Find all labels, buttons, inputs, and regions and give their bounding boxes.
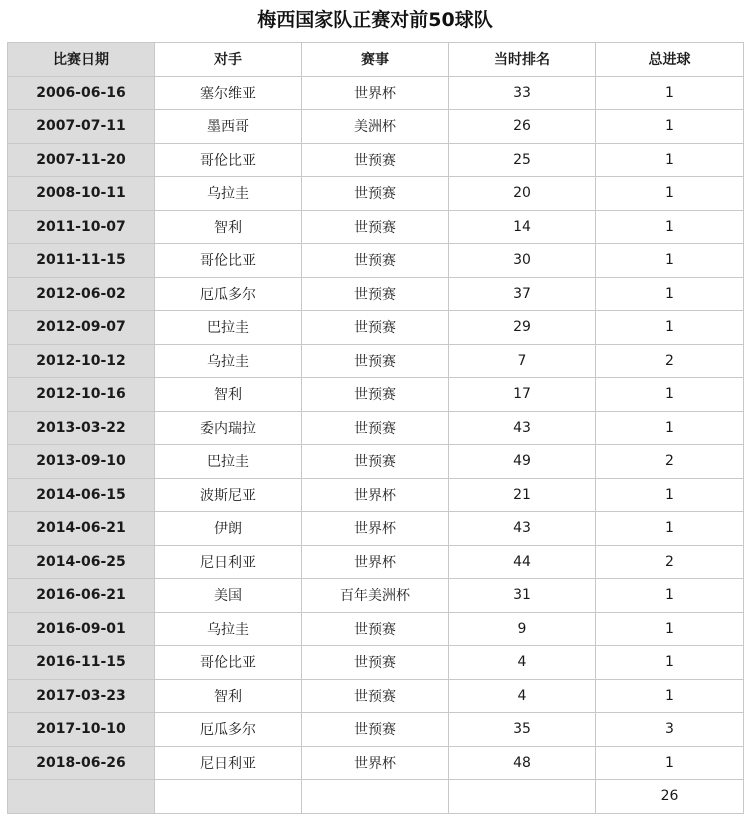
date-cell: 2018-06-26 (8, 746, 155, 780)
table-row (8, 411, 744, 445)
rank-cell: 49 (449, 445, 596, 479)
total-goals-cell: 26 (596, 780, 744, 814)
table-row (8, 445, 744, 479)
goals-cell: 1 (596, 244, 744, 278)
competition-cell: 世预赛 (302, 378, 449, 412)
opponent-cell: 巴拉圭 (155, 311, 302, 345)
table-row (8, 277, 744, 311)
rank-cell: 43 (449, 411, 596, 445)
competition-cell: 世预赛 (302, 445, 449, 479)
table-row (8, 612, 744, 646)
rank-cell: 20 (449, 177, 596, 211)
competition-cell: 世预赛 (302, 679, 449, 713)
competition-cell: 美洲杯 (302, 110, 449, 144)
competition-cell: 世预赛 (302, 244, 449, 278)
opponent-cell: 伊朗 (155, 512, 302, 546)
table-row (8, 143, 744, 177)
rank-cell: 9 (449, 612, 596, 646)
matches-table (7, 42, 744, 814)
date-cell: 2016-06-21 (8, 579, 155, 613)
goals-cell: 1 (596, 512, 744, 546)
opponent-cell: 智利 (155, 378, 302, 412)
goals-cell: 1 (596, 177, 744, 211)
opponent-cell: 哥伦比亚 (155, 244, 302, 278)
competition-cell: 世预赛 (302, 210, 449, 244)
table-row (8, 679, 744, 713)
header-opponent: 对手 (155, 43, 302, 77)
date-cell: 2011-11-15 (8, 244, 155, 278)
date-cell: 2013-09-10 (8, 445, 155, 479)
date-cell: 2017-03-23 (8, 679, 155, 713)
table-header-row (8, 43, 744, 77)
rank-cell: 37 (449, 277, 596, 311)
total-empty-cell (8, 780, 155, 814)
date-cell: 2014-06-15 (8, 478, 155, 512)
goals-cell: 1 (596, 110, 744, 144)
date-cell: 2007-07-11 (8, 110, 155, 144)
rank-cell: 21 (449, 478, 596, 512)
page-title: 梅西国家队正赛对前50球队 (257, 9, 493, 31)
opponent-cell: 乌拉圭 (155, 344, 302, 378)
opponent-cell: 智利 (155, 679, 302, 713)
table-row (8, 210, 744, 244)
opponent-cell: 巴拉圭 (155, 445, 302, 479)
date-cell: 2006-06-16 (8, 76, 155, 110)
table-row (8, 746, 744, 780)
goals-cell: 1 (596, 76, 744, 110)
date-cell: 2016-09-01 (8, 612, 155, 646)
rank-cell: 17 (449, 378, 596, 412)
competition-cell: 世预赛 (302, 411, 449, 445)
date-cell: 2008-10-11 (8, 177, 155, 211)
rank-cell: 43 (449, 512, 596, 546)
opponent-cell: 委内瑞拉 (155, 411, 302, 445)
rank-cell: 14 (449, 210, 596, 244)
competition-cell: 世界杯 (302, 545, 449, 579)
header-goals: 总进球 (596, 43, 744, 77)
goals-cell: 1 (596, 277, 744, 311)
opponent-cell: 哥伦比亚 (155, 143, 302, 177)
header-date: 比赛日期 (8, 43, 155, 77)
table-row (8, 378, 744, 412)
competition-cell: 世预赛 (302, 311, 449, 345)
goals-cell: 1 (596, 411, 744, 445)
opponent-cell: 波斯尼亚 (155, 478, 302, 512)
rank-cell: 29 (449, 311, 596, 345)
total-empty-cell (155, 780, 302, 814)
competition-cell: 百年美洲杯 (302, 579, 449, 613)
rank-cell: 33 (449, 76, 596, 110)
opponent-cell: 墨西哥 (155, 110, 302, 144)
rank-cell: 31 (449, 579, 596, 613)
rank-cell: 48 (449, 746, 596, 780)
competition-cell: 世界杯 (302, 76, 449, 110)
opponent-cell: 美国 (155, 579, 302, 613)
competition-cell: 世界杯 (302, 478, 449, 512)
table-row (8, 344, 744, 378)
competition-cell: 世界杯 (302, 746, 449, 780)
header-rank: 当时排名 (449, 43, 596, 77)
table-row (8, 110, 744, 144)
opponent-cell: 厄瓜多尔 (155, 713, 302, 747)
rank-cell: 7 (449, 344, 596, 378)
table-row (8, 244, 744, 278)
table-row (8, 646, 744, 680)
table-row (8, 177, 744, 211)
table-row (8, 713, 744, 747)
competition-cell: 世预赛 (302, 612, 449, 646)
opponent-cell: 塞尔维亚 (155, 76, 302, 110)
rank-cell: 26 (449, 110, 596, 144)
goals-cell: 1 (596, 478, 744, 512)
goals-cell: 2 (596, 545, 744, 579)
goals-cell: 1 (596, 143, 744, 177)
rank-cell: 35 (449, 713, 596, 747)
opponent-cell: 哥伦比亚 (155, 646, 302, 680)
opponent-cell: 乌拉圭 (155, 612, 302, 646)
date-cell: 2012-10-16 (8, 378, 155, 412)
date-cell: 2014-06-25 (8, 545, 155, 579)
competition-cell: 世预赛 (302, 143, 449, 177)
date-cell: 2012-10-12 (8, 344, 155, 378)
opponent-cell: 厄瓜多尔 (155, 277, 302, 311)
date-cell: 2007-11-20 (8, 143, 155, 177)
goals-cell: 2 (596, 344, 744, 378)
rank-cell: 4 (449, 646, 596, 680)
date-cell: 2013-03-22 (8, 411, 155, 445)
rank-cell: 44 (449, 545, 596, 579)
date-cell: 2012-09-07 (8, 311, 155, 345)
competition-cell: 世预赛 (302, 277, 449, 311)
total-row (8, 780, 744, 814)
total-empty-cell (449, 780, 596, 814)
table-row (8, 579, 744, 613)
header-competition: 赛事 (302, 43, 449, 77)
rank-cell: 4 (449, 679, 596, 713)
date-cell: 2017-10-10 (8, 713, 155, 747)
competition-cell: 世预赛 (302, 646, 449, 680)
goals-cell: 1 (596, 746, 744, 780)
date-cell: 2012-06-02 (8, 277, 155, 311)
competition-cell: 世界杯 (302, 512, 449, 546)
goals-cell: 1 (596, 646, 744, 680)
table-row (8, 478, 744, 512)
table-row (8, 311, 744, 345)
rank-cell: 30 (449, 244, 596, 278)
competition-cell: 世预赛 (302, 177, 449, 211)
goals-cell: 2 (596, 445, 744, 479)
goals-cell: 3 (596, 713, 744, 747)
opponent-cell: 尼日利亚 (155, 545, 302, 579)
date-cell: 2016-11-15 (8, 646, 155, 680)
table-row (8, 76, 744, 110)
opponent-cell: 尼日利亚 (155, 746, 302, 780)
rank-cell: 25 (449, 143, 596, 177)
goals-cell: 1 (596, 579, 744, 613)
competition-cell: 世预赛 (302, 713, 449, 747)
table-row (8, 545, 744, 579)
goals-cell: 1 (596, 612, 744, 646)
opponent-cell: 乌拉圭 (155, 177, 302, 211)
table-row (8, 512, 744, 546)
opponent-cell: 智利 (155, 210, 302, 244)
goals-cell: 1 (596, 378, 744, 412)
total-empty-cell (302, 780, 449, 814)
goals-cell: 1 (596, 679, 744, 713)
date-cell: 2014-06-21 (8, 512, 155, 546)
competition-cell: 世预赛 (302, 344, 449, 378)
goals-cell: 1 (596, 210, 744, 244)
goals-cell: 1 (596, 311, 744, 345)
date-cell: 2011-10-07 (8, 210, 155, 244)
